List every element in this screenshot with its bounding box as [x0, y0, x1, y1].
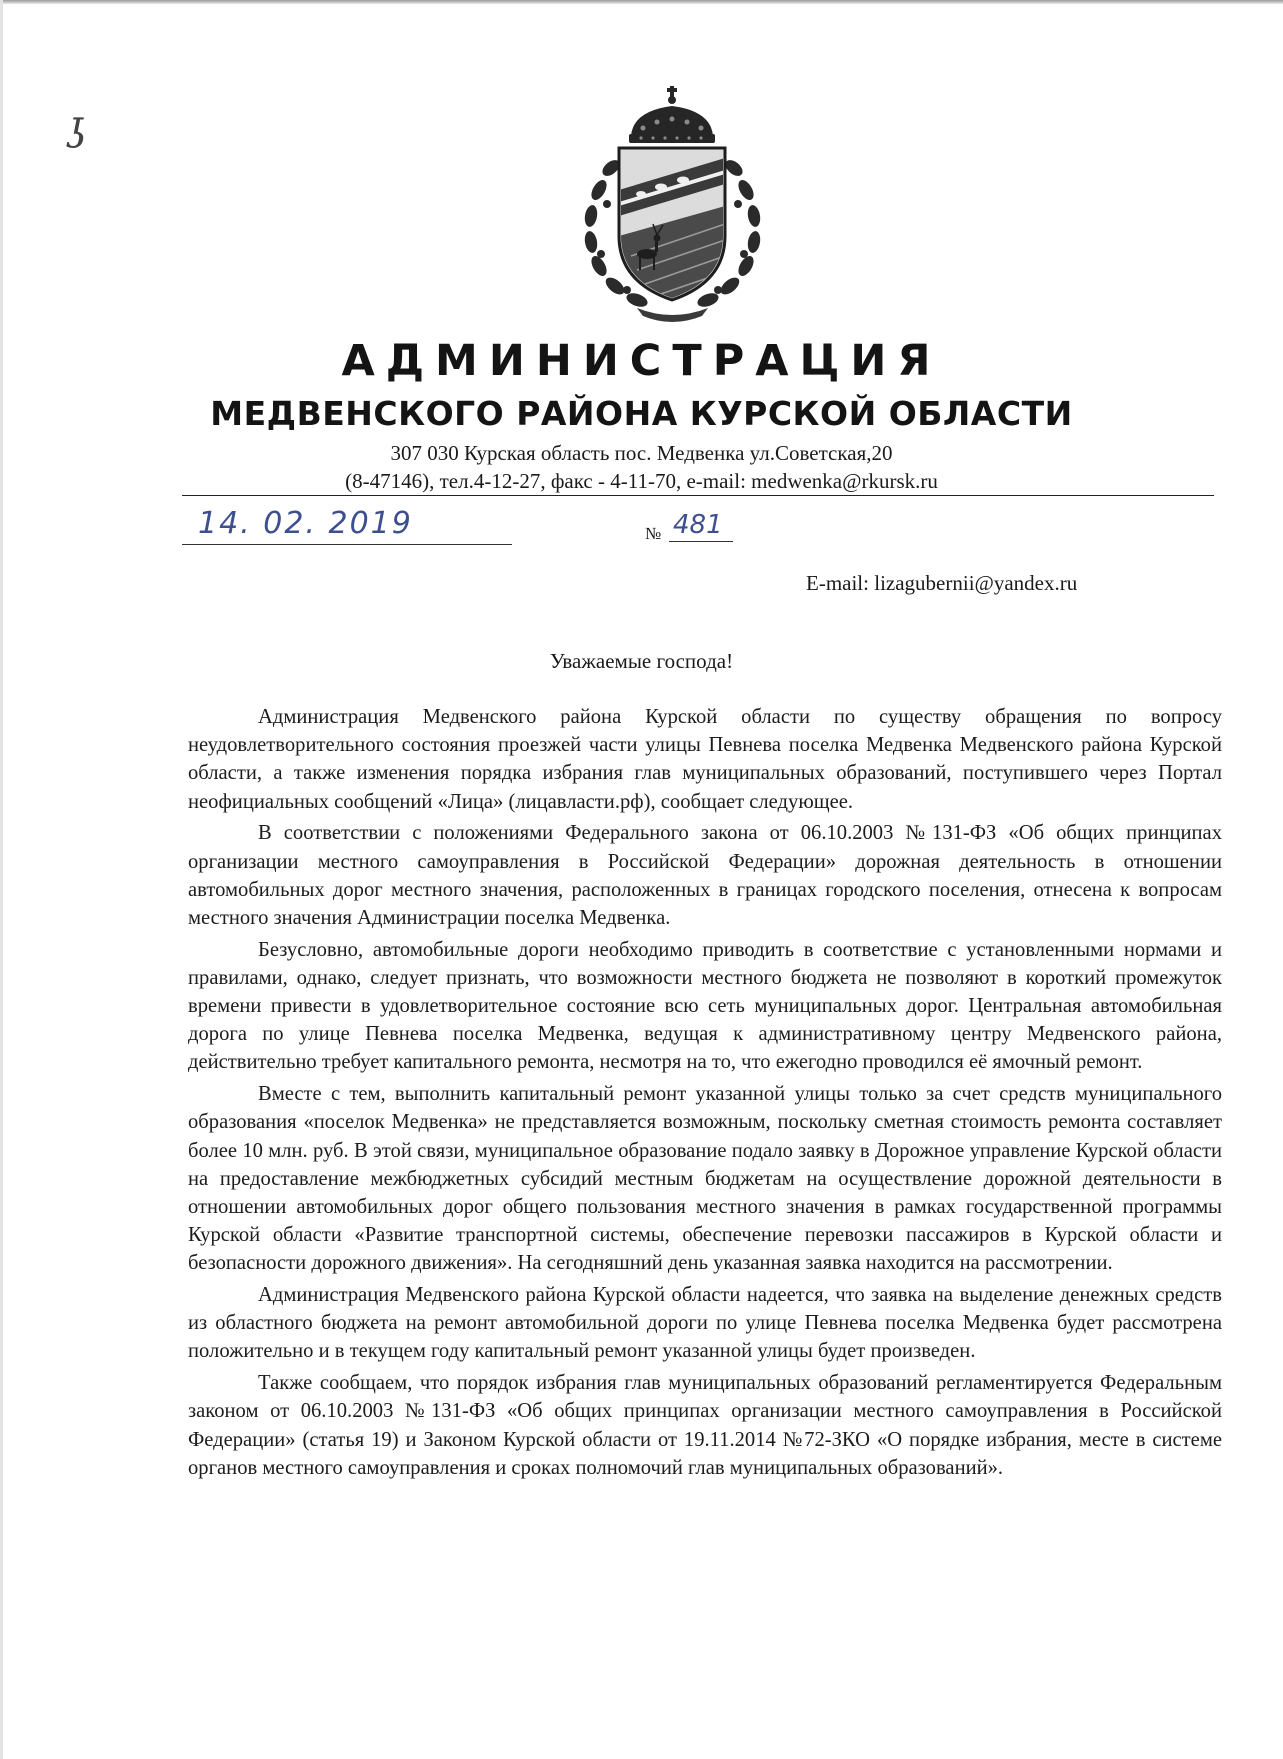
coat-of-arms-icon: [571, 86, 774, 322]
body-paragraph: Также сообщаем, что порядок избрания глав муниципальных образований регламентируется Федеральным законом от 06.10.2003 №131-ФЗ «Об общих принципах организации местного самоуправления в Российской Федерации» (статья 19) и Законом Курской области от 19.11.2014 №72-ЗКО «О порядке избрания, месте в системе органов местного самоуправления и сроках полномочий глав муниципальных образований».: [188, 1372, 1222, 1479]
margin-handwritten-mark: ʖ: [66, 112, 88, 158]
body-paragraph: Безусловно, автомобильные дороги необходимо приводить в соответствие с установленными нормами и правилами, однако, следует признать, что возможности местного бюджета не позволяют в короткий промежуток времени привести в удовлетворительное состояние всю сеть муниципальных дорог. Центральная автомобильная дорога по улице Певнева поселка Медвенка, ведущая к административному центру Медвенского района, действительно требует капитального ремонта, несмотря на то, что ежегодно проводился её ямочный ремонт.: [188, 938, 1222, 1074]
address-line: 307 030 Курская область пос. Медвенка ул.Советская,20: [390, 441, 893, 465]
salutation: Уважаемые господа!: [549, 649, 734, 673]
organization-subtitle: МЕДВЕНСКОГО РАЙОНА КУРСКОЙ ОБЛАСТИ: [210, 394, 1073, 433]
scan-top-edge: [0, 0, 1283, 4]
recipient-email: E-mail: lizagubernii@yandex.ru: [806, 571, 1078, 595]
scan-left-edge: [0, 0, 3, 1759]
header-divider: [182, 495, 1214, 496]
letter-body: [188, 703, 1222, 1485]
body-paragraph: Администрация Медвенского района Курской области надеется, что заявка на выделение денежных средств из областного бюджета на ремонт автомобильной дороги по улице Певнева поселка Медвенка будет рассмотрена положительно и в текущем году капитальный ремонт указанной улицы будет произведен.: [188, 1284, 1222, 1363]
number-underline: [669, 541, 733, 542]
number-label: №: [645, 524, 662, 543]
body-paragraph: В соответствии с положениями Федерального закона от 06.10.2003 №131-ФЗ «Об общих принципах организации местного самоуправления в Российской Федерации» дорожная деятельность в отношении автомобильных дорог местного значения, расположенных в границах городского поселения, отнесена к вопросам местного значения Администрации поселка Медвенка.: [188, 822, 1222, 929]
date-underline: [182, 544, 512, 545]
document-date: 14. 02. 2019: [198, 506, 413, 541]
body-paragraph: Администрация Медвенского района Курской области по существу обращения по вопросу неудовлетворительного состояния проезжей части улицы Певнева поселка Медвенка Медвенского района Курской области, а также изменения порядка избрания глав муниципальных образований, поступившего через Портал неофициальных сообщений «Лица» (лицавласти.рф), сообщает следующее.: [188, 706, 1222, 813]
document-number: 481: [673, 510, 723, 540]
body-paragraph: Вместе с тем, выполнить капитальный ремонт указанной улицы только за счет средств муниципального образования «поселок Медвенка» не представляется возможным, поскольку сметная стоимость ремонта составляет более 10 млн. руб. В этой связи, муниципальное образование подало заявку в Дорожное управление Курской области на предоставление межбюджетных субсидий местным бюджетам на осуществление дорожной деятельности в отношении автомобильных дорог общего пользования местного значения в рамках государственной программы Курской области «Развитие транспортной системы, обеспечение перевозки пассажиров в Курской области и безопасности дорожного движения». На сегодняшний день указанная заявка находится на рассмотрении.: [188, 1083, 1222, 1275]
contacts-line: (8-47146), тел.4-12-27, факс - 4-11-70, e-mail: medwenka@rkursk.ru: [345, 469, 938, 493]
organization-title: АДМИНИСТРАЦИЯ: [341, 336, 942, 386]
